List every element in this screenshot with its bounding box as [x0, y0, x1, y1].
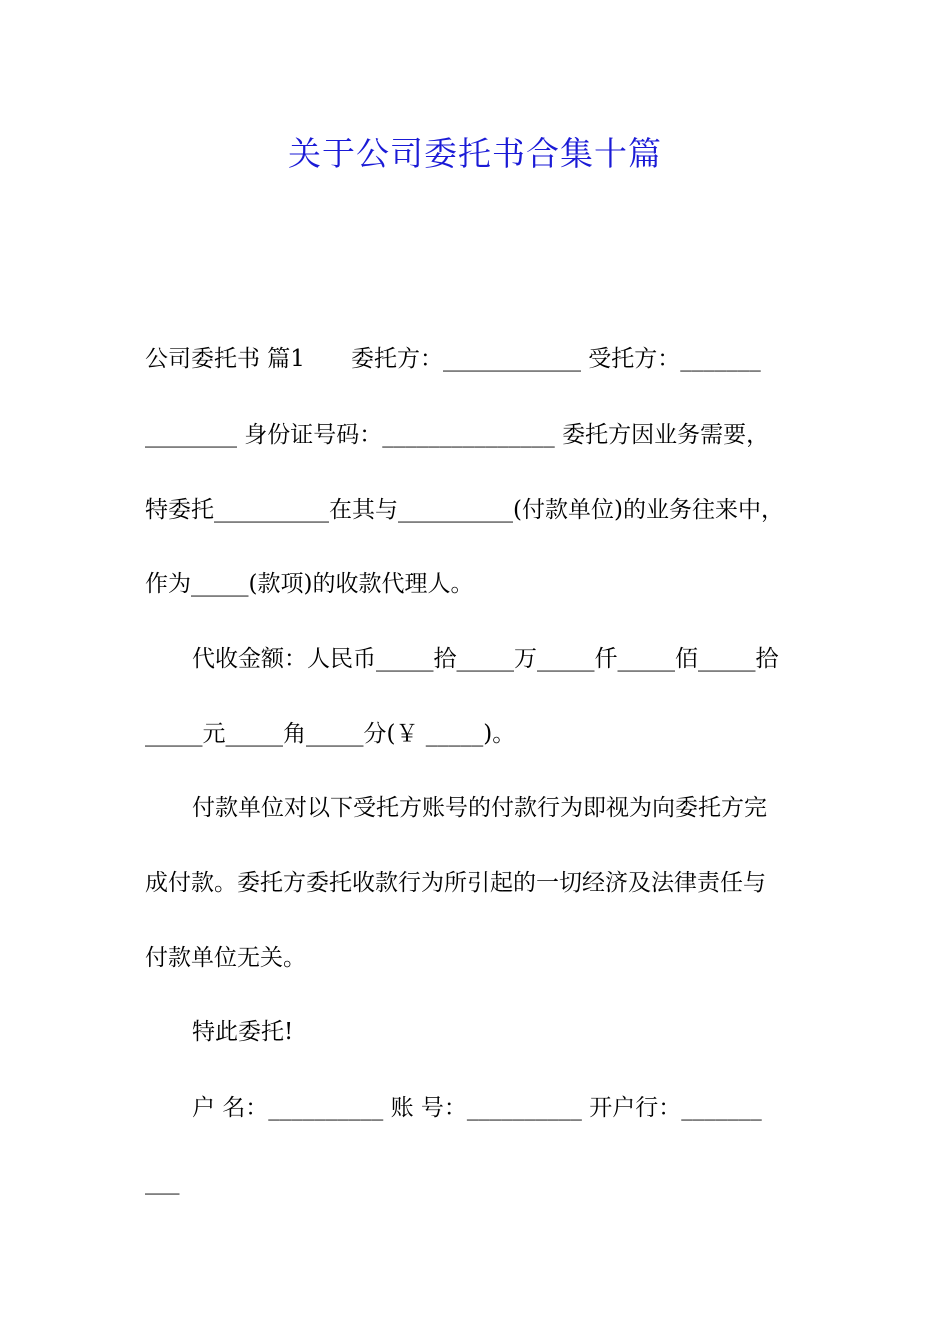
- body-line-11: 户 名：__________ 账 号：__________ 开户行：_______: [192, 1095, 762, 1121]
- body-line-9: 付款单位无关。: [145, 945, 306, 971]
- body-line-12: ___: [145, 1169, 180, 1195]
- body-line-7: 付款单位对以下受托方账号的付款行为即视为向委托方完: [192, 795, 767, 821]
- body-line-6: _____元_____角_____分(￥ _____)。: [145, 721, 516, 747]
- body-line-10: 特此委托!: [192, 1019, 294, 1045]
- body-line-4: 作为_____(款项)的收款代理人。: [145, 571, 474, 597]
- body-line-5: 代收金额：人民币_____拾_____万_____仟_____佰_____拾: [192, 646, 779, 672]
- document-title: 关于公司委托书合集十篇: [288, 134, 662, 173]
- body-line-8: 成付款。委托方委托收款行为所引起的一切经济及法律责任与: [145, 870, 766, 896]
- body-line-2: ________ 身份证号码：_______________ 委托方因业务需要，: [145, 422, 770, 448]
- body-line-1: 公司委托书 篇1 委托方：____________ 受托方：_______: [145, 346, 761, 372]
- body-line-3: 特委托__________在其与__________(付款单位)的业务往来中，: [145, 497, 784, 523]
